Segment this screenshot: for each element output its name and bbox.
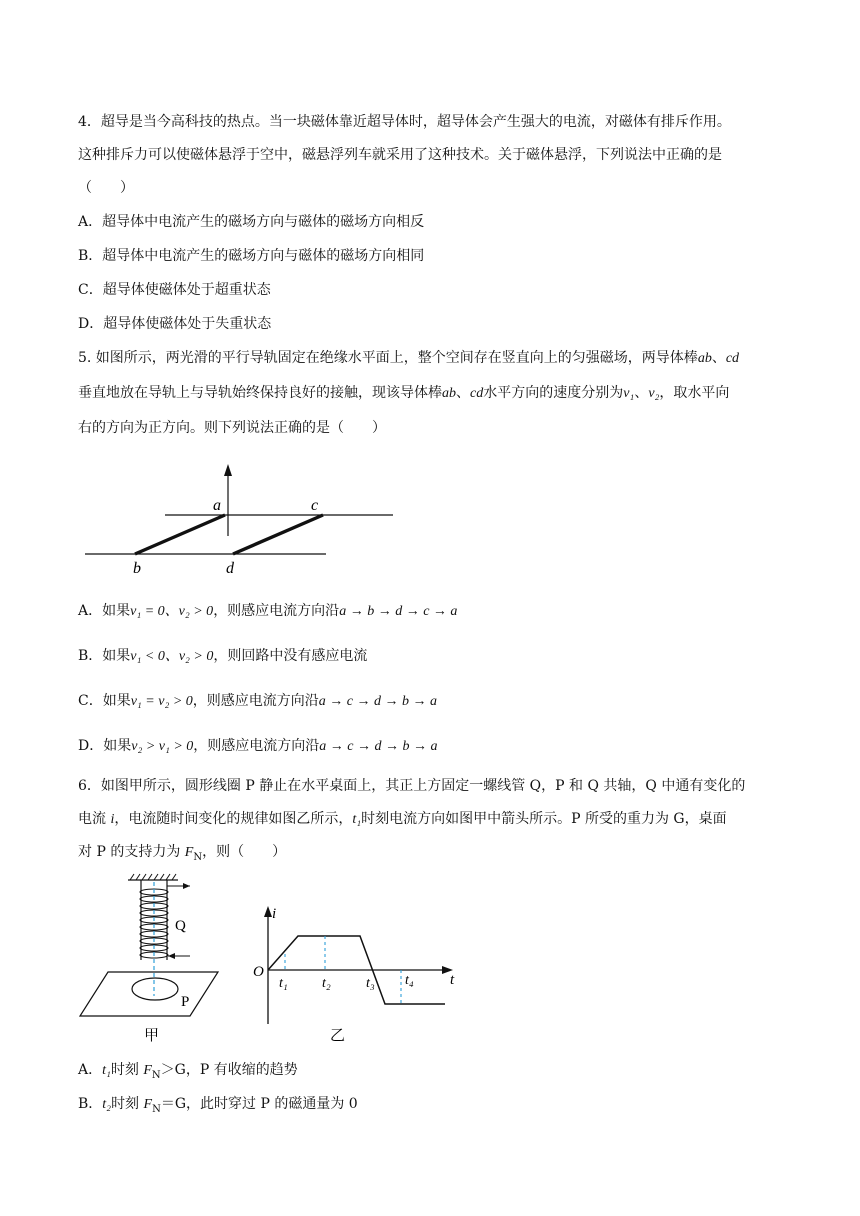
q4-option-d: D．超导体使磁体处于失重状态 [78, 316, 272, 332]
q6-b-f: ＝G，此时穿过 P 的磁通量为 0 [160, 1096, 358, 1112]
q6-l2e: 时刻电流方向如图甲中箭头所示。P 所受的重力为 G，桌面 [361, 811, 727, 827]
label-t: t [450, 972, 455, 988]
label-a: a [213, 497, 221, 514]
arrow-head [224, 464, 232, 476]
q5-d-mid: ，则感应电流方向沿 [193, 738, 320, 754]
q6-l2c: ，电流随时间变化的规律如图乙所示， [114, 811, 353, 827]
q6-line1: 6．如图甲所示，圆形线圈 P 静止在水平桌面上，其正上方固定一螺线管 Q，P 和 Q 共轴，Q 中通有变化的 [78, 778, 746, 794]
q5-sep-2: 、 [456, 385, 470, 401]
q5-ab: ab [697, 351, 712, 366]
q5-c-cond: v₁ = v₂ > 0 [130, 694, 193, 709]
label-P: P [181, 994, 190, 1010]
q6-option-a [78, 1060, 298, 1086]
q5-line2-text-b: 水平方向的速度分别为 [483, 385, 624, 401]
q6-b-t2: t₂ [102, 1097, 112, 1112]
q5-option-b [78, 646, 367, 667]
q5-c-pre: C．如果 [78, 693, 131, 709]
q6-a-N: N [151, 1069, 161, 1081]
q6-b-N: N [152, 1103, 161, 1115]
q6-b-a: B． [78, 1096, 103, 1112]
label-O: O [253, 964, 264, 980]
q6-figure-jia [78, 872, 228, 1044]
q6-option-b [78, 1094, 358, 1120]
q5-d-pre: D．如果 [78, 738, 132, 754]
q5-b-cond: v₁ < 0、v₂ > 0 [130, 649, 214, 664]
q5-c-mid: ，则感应电流方向沿 [192, 693, 319, 709]
q5-cd-2: cd [470, 386, 484, 401]
q6-l3d: ，则（ ） [202, 844, 287, 860]
q6-a-a: A． [78, 1062, 103, 1078]
q5-d-path: a → c → d → b → a [319, 739, 438, 754]
q6-l3a: 对 P 的支持力为 [78, 844, 185, 860]
label-d: d [226, 560, 234, 577]
q5-line1-text: 5. 如图所示，两光滑的平行导轨固定在绝缘水平面上，整个空间存在竖直向上的匀强磁场，两导体棒 [78, 350, 698, 366]
q4-option-b: B．超导体中电流产生的磁场方向与磁体的磁场方向相同 [78, 248, 425, 264]
caption-jia: 甲 [144, 1028, 160, 1044]
q6-a-c: 时刻 [110, 1062, 144, 1078]
q4-bracket: （ ） [78, 180, 134, 196]
coil-p [132, 978, 178, 1000]
q4-line2: 这种排斥力可以使磁体悬浮于空中，磁悬浮列车就采用了这种技术。关于磁体悬浮，下列说法中正确的是 [78, 147, 722, 163]
label-t4: t₄ [405, 973, 414, 988]
q6-a-t1: t₁ [102, 1063, 111, 1078]
q5-a-path: a → b → d → c → a [339, 604, 458, 619]
q5-option-d [78, 736, 438, 757]
q5-line2 [78, 383, 729, 404]
q5-rails-figure [80, 460, 400, 578]
q6-line3 [78, 842, 286, 868]
q6-a-f: ＞G，P 有收缩的趋势 [160, 1062, 298, 1078]
q6-i: i [110, 812, 115, 827]
q6-b-F: F [143, 1097, 153, 1112]
q5-a-cond: v₁ = 0、v₂ > 0 [130, 604, 214, 619]
q5-option-a [78, 601, 457, 622]
q6-line2 [78, 809, 727, 830]
rod-ab [135, 515, 225, 554]
label-t2: t₂ [322, 976, 331, 991]
q5-a-mid: ，则感应电流方向沿 [213, 603, 340, 619]
q5-v2: v₂ [648, 386, 660, 401]
q6-figure-yi [248, 904, 468, 1044]
q5-line2-text-c: ，取水平向 [659, 385, 730, 401]
label-t1: t₁ [279, 976, 288, 991]
q6-a-F: F [143, 1063, 152, 1078]
label-t3: t₃ [366, 976, 375, 991]
ceiling-hatch [130, 874, 176, 880]
q5-line2-text: 垂直地放在导轨上与导轨始终保持良好的接触，现该导体棒 [78, 385, 442, 401]
q6-N: N [193, 851, 203, 863]
q5-a-pre: A．如果 [78, 603, 131, 619]
q5-option-c [78, 691, 437, 712]
label-b: b [133, 560, 141, 577]
q5-c-path: a → c → d → b → a [318, 694, 437, 709]
q4-line1: 4．超导是当今高科技的热点。当一块磁体靠近超导体时，超导体会产生强大的电流，对磁体有排斥作用。 [78, 114, 731, 130]
q5-cd: cd [725, 351, 740, 366]
q6-l2a: 电流 [78, 811, 111, 827]
q5-b-pre: B．如果 [78, 648, 131, 664]
label-c: c [311, 497, 319, 514]
caption-yi: 乙 [330, 1028, 346, 1044]
q5-d-cond: v₂ > v₁ > 0 [131, 739, 194, 754]
q5-b-post: ，则回路中没有感应电流 [213, 648, 368, 664]
label-i: i [272, 906, 277, 922]
rod-cd [233, 515, 323, 554]
q5-line1 [78, 348, 739, 369]
q4-option-a: A．超导体中电流产生的磁场方向与磁体的磁场方向相反 [78, 214, 425, 230]
q5-sep-3: 、 [634, 385, 649, 401]
q5-line3: 右的方向为正方向。则下列说法正确的是（ ） [78, 420, 386, 436]
q5-ab-2: ab [442, 386, 456, 401]
q4-option-c: C．超导体使磁体处于超重状态 [78, 282, 271, 298]
q6-t1: t₁ [352, 812, 362, 827]
q6-b-c: 时刻 [111, 1096, 144, 1112]
label-Q: Q [175, 918, 186, 934]
q6-F: F [184, 845, 194, 860]
q5-sep: 、 [711, 350, 726, 366]
q5-v1: v₁ [623, 386, 635, 401]
